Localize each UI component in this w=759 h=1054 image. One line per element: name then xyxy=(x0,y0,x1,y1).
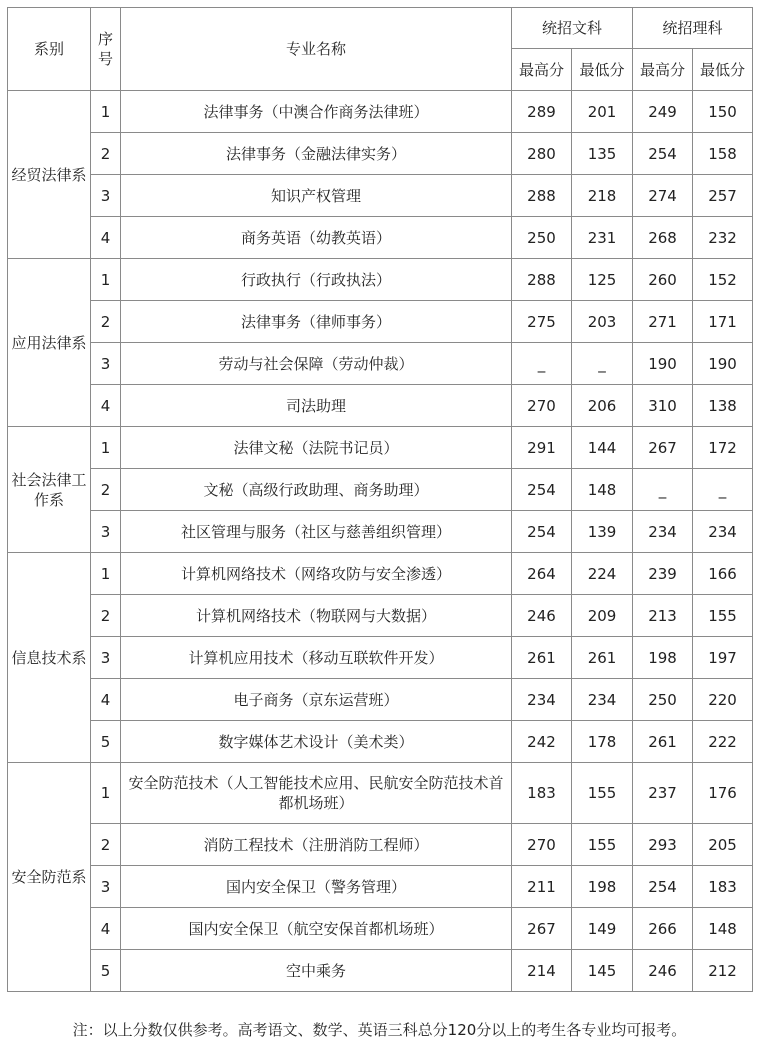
arts-max-cell: 288 xyxy=(512,175,572,217)
arts-min-cell: 148 xyxy=(572,469,633,511)
seq-cell: 1 xyxy=(91,427,121,469)
seq-cell: 4 xyxy=(91,217,121,259)
science-min-cell: 183 xyxy=(693,866,753,908)
table-row xyxy=(8,175,753,217)
arts-min-cell: 231 xyxy=(572,217,633,259)
science-min-cell: 212 xyxy=(693,950,753,992)
arts-min-cell: 149 xyxy=(572,908,633,950)
header-row-1 xyxy=(8,8,753,49)
major-name-cell: 国内安全保卫（航空安保首都机场班） xyxy=(121,908,512,950)
seq-cell: 2 xyxy=(91,824,121,866)
science-min-cell: 234 xyxy=(693,511,753,553)
major-name-cell: 法律文秘（法院书记员） xyxy=(121,427,512,469)
major-name-cell: 电子商务（京东运营班） xyxy=(121,679,512,721)
major-name-cell: 法律事务（中澳合作商务法律班） xyxy=(121,91,512,133)
major-name-cell: 知识产权管理 xyxy=(121,175,512,217)
major-name-cell: 法律事务（律师事务） xyxy=(121,301,512,343)
science-max-cell: 271 xyxy=(633,301,693,343)
science-max-cell: 254 xyxy=(633,866,693,908)
table-body xyxy=(8,91,753,992)
seq-cell: 4 xyxy=(91,385,121,427)
science-header: 统招理科 xyxy=(633,8,753,49)
table-row xyxy=(8,824,753,866)
seq-cell: 1 xyxy=(91,91,121,133)
science-max-cell: 249 xyxy=(633,91,693,133)
science-min-cell: 220 xyxy=(693,679,753,721)
arts-min-cell: 209 xyxy=(572,595,633,637)
seq-cell: 4 xyxy=(91,908,121,950)
arts-min-cell: 155 xyxy=(572,824,633,866)
arts-min-cell: 201 xyxy=(572,91,633,133)
table-row xyxy=(8,553,753,595)
science-max-cell: 234 xyxy=(633,511,693,553)
seq-cell: 4 xyxy=(91,679,121,721)
science-min-cell: 232 xyxy=(693,217,753,259)
seq-cell: 5 xyxy=(91,950,121,992)
table-row xyxy=(8,679,753,721)
table-row xyxy=(8,217,753,259)
science-min-cell: 166 xyxy=(693,553,753,595)
science-max-cell: 260 xyxy=(633,259,693,301)
dept-cell: 应用法律系 xyxy=(8,259,91,427)
dept-cell: 社会法律工作系 xyxy=(8,427,91,553)
dept-cell: 经贸法律系 xyxy=(8,91,91,259)
science-min-cell: 158 xyxy=(693,133,753,175)
table-row xyxy=(8,91,753,133)
arts-min-cell: 139 xyxy=(572,511,633,553)
science-min-cell: 148 xyxy=(693,908,753,950)
science-min-cell: 155 xyxy=(693,595,753,637)
science-min-cell: 150 xyxy=(693,91,753,133)
table-row xyxy=(8,866,753,908)
science-max-cell: 267 xyxy=(633,427,693,469)
table-row xyxy=(8,427,753,469)
science-min-cell: 152 xyxy=(693,259,753,301)
major-name-cell: 数字媒体艺术设计（美术类） xyxy=(121,721,512,763)
science-max-cell: 293 xyxy=(633,824,693,866)
arts-min-cell: 144 xyxy=(572,427,633,469)
science-min-cell: 190 xyxy=(693,343,753,385)
arts-max-cell: _ xyxy=(512,343,572,385)
arts-max-cell: 183 xyxy=(512,763,572,824)
arts-min-cell: _ xyxy=(572,343,633,385)
table-row xyxy=(8,595,753,637)
arts-max-cell: 250 xyxy=(512,217,572,259)
arts-max-cell: 267 xyxy=(512,908,572,950)
arts-min-cell: 261 xyxy=(572,637,633,679)
table-row xyxy=(8,343,753,385)
arts-max-cell: 211 xyxy=(512,866,572,908)
arts-max-cell: 254 xyxy=(512,469,572,511)
seq-cell: 3 xyxy=(91,866,121,908)
science-max-cell: 310 xyxy=(633,385,693,427)
arts-min-cell: 145 xyxy=(572,950,633,992)
major-name-cell: 劳动与社会保障（劳动仲裁） xyxy=(121,343,512,385)
science-min-cell: 197 xyxy=(693,637,753,679)
seq-cell: 3 xyxy=(91,511,121,553)
science-max-cell: 274 xyxy=(633,175,693,217)
arts-min-cell: 203 xyxy=(572,301,633,343)
science-max-cell: 261 xyxy=(633,721,693,763)
major-name-cell: 安全防范技术（人工智能技术应用、民航安全防范技术首都机场班） xyxy=(121,763,512,824)
science-max-header: 最高分 xyxy=(633,49,693,91)
major-name-cell: 行政执行（行政执法） xyxy=(121,259,512,301)
science-max-cell: 239 xyxy=(633,553,693,595)
science-max-cell: 268 xyxy=(633,217,693,259)
seq-cell: 1 xyxy=(91,763,121,824)
science-min-cell: 257 xyxy=(693,175,753,217)
arts-min-cell: 155 xyxy=(572,763,633,824)
arts-min-cell: 135 xyxy=(572,133,633,175)
table-row xyxy=(8,385,753,427)
science-max-cell: 250 xyxy=(633,679,693,721)
major-name-cell: 社区管理与服务（社区与慈善组织管理） xyxy=(121,511,512,553)
seq-cell: 2 xyxy=(91,133,121,175)
seq-cell: 5 xyxy=(91,721,121,763)
science-max-cell: 190 xyxy=(633,343,693,385)
arts-max-cell: 280 xyxy=(512,133,572,175)
arts-max-cell: 291 xyxy=(512,427,572,469)
arts-max-cell: 289 xyxy=(512,91,572,133)
table-row xyxy=(8,259,753,301)
science-min-cell: 176 xyxy=(693,763,753,824)
seq-cell: 1 xyxy=(91,553,121,595)
arts-max-cell: 214 xyxy=(512,950,572,992)
arts-max-cell: 270 xyxy=(512,824,572,866)
science-max-cell: 213 xyxy=(633,595,693,637)
table-row xyxy=(8,721,753,763)
arts-max-header: 最高分 xyxy=(512,49,572,91)
table-row xyxy=(8,469,753,511)
table-row xyxy=(8,133,753,175)
major-header: 专业名称 xyxy=(121,8,512,91)
table-row xyxy=(8,637,753,679)
arts-max-cell: 270 xyxy=(512,385,572,427)
major-name-cell: 计算机网络技术（网络攻防与安全渗透） xyxy=(121,553,512,595)
arts-min-cell: 218 xyxy=(572,175,633,217)
science-min-cell: 222 xyxy=(693,721,753,763)
arts-min-cell: 198 xyxy=(572,866,633,908)
science-max-cell: _ xyxy=(633,469,693,511)
seq-header: 序号 xyxy=(91,8,121,91)
arts-min-cell: 234 xyxy=(572,679,633,721)
major-name-cell: 计算机网络技术（物联网与大数据） xyxy=(121,595,512,637)
table-row xyxy=(8,763,753,824)
seq-cell: 3 xyxy=(91,175,121,217)
arts-min-cell: 224 xyxy=(572,553,633,595)
science-min-cell: 138 xyxy=(693,385,753,427)
arts-max-cell: 242 xyxy=(512,721,572,763)
major-name-cell: 空中乘务 xyxy=(121,950,512,992)
science-min-cell: 171 xyxy=(693,301,753,343)
major-name-cell: 计算机应用技术（移动互联软件开发） xyxy=(121,637,512,679)
arts-max-cell: 246 xyxy=(512,595,572,637)
dept-cell: 信息技术系 xyxy=(8,553,91,763)
arts-min-header: 最低分 xyxy=(572,49,633,91)
science-min-cell: _ xyxy=(693,469,753,511)
arts-max-cell: 254 xyxy=(512,511,572,553)
major-name-cell: 司法助理 xyxy=(121,385,512,427)
seq-cell: 2 xyxy=(91,301,121,343)
arts-min-cell: 206 xyxy=(572,385,633,427)
arts-max-cell: 288 xyxy=(512,259,572,301)
score-table xyxy=(7,7,753,992)
major-name-cell: 法律事务（金融法律实务） xyxy=(121,133,512,175)
seq-cell: 1 xyxy=(91,259,121,301)
table-row xyxy=(8,511,753,553)
major-name-cell: 国内安全保卫（警务管理） xyxy=(121,866,512,908)
science-max-cell: 246 xyxy=(633,950,693,992)
science-max-cell: 198 xyxy=(633,637,693,679)
table-row xyxy=(8,301,753,343)
science-max-cell: 237 xyxy=(633,763,693,824)
footnote: 注：以上分数仅供参考。高考语文、数学、英语三科总分120分以上的考生各专业均可报考。 xyxy=(72,1021,687,1039)
science-min-header: 最低分 xyxy=(693,49,753,91)
science-min-cell: 172 xyxy=(693,427,753,469)
dept-cell: 安全防范系 xyxy=(8,763,91,992)
science-min-cell: 205 xyxy=(693,824,753,866)
table-row xyxy=(8,950,753,992)
major-name-cell: 文秘（高级行政助理、商务助理） xyxy=(121,469,512,511)
major-name-cell: 消防工程技术（注册消防工程师） xyxy=(121,824,512,866)
major-name-cell: 商务英语（幼教英语） xyxy=(121,217,512,259)
seq-cell: 2 xyxy=(91,595,121,637)
arts-min-cell: 125 xyxy=(572,259,633,301)
science-max-cell: 254 xyxy=(633,133,693,175)
seq-cell: 3 xyxy=(91,343,121,385)
arts-max-cell: 261 xyxy=(512,637,572,679)
table-row xyxy=(8,908,753,950)
science-max-cell: 266 xyxy=(633,908,693,950)
arts-min-cell: 178 xyxy=(572,721,633,763)
dept-header: 系别 xyxy=(8,8,91,91)
seq-cell: 3 xyxy=(91,637,121,679)
seq-cell: 2 xyxy=(91,469,121,511)
arts-max-cell: 264 xyxy=(512,553,572,595)
arts-header: 统招文科 xyxy=(512,8,633,49)
arts-max-cell: 275 xyxy=(512,301,572,343)
arts-max-cell: 234 xyxy=(512,679,572,721)
